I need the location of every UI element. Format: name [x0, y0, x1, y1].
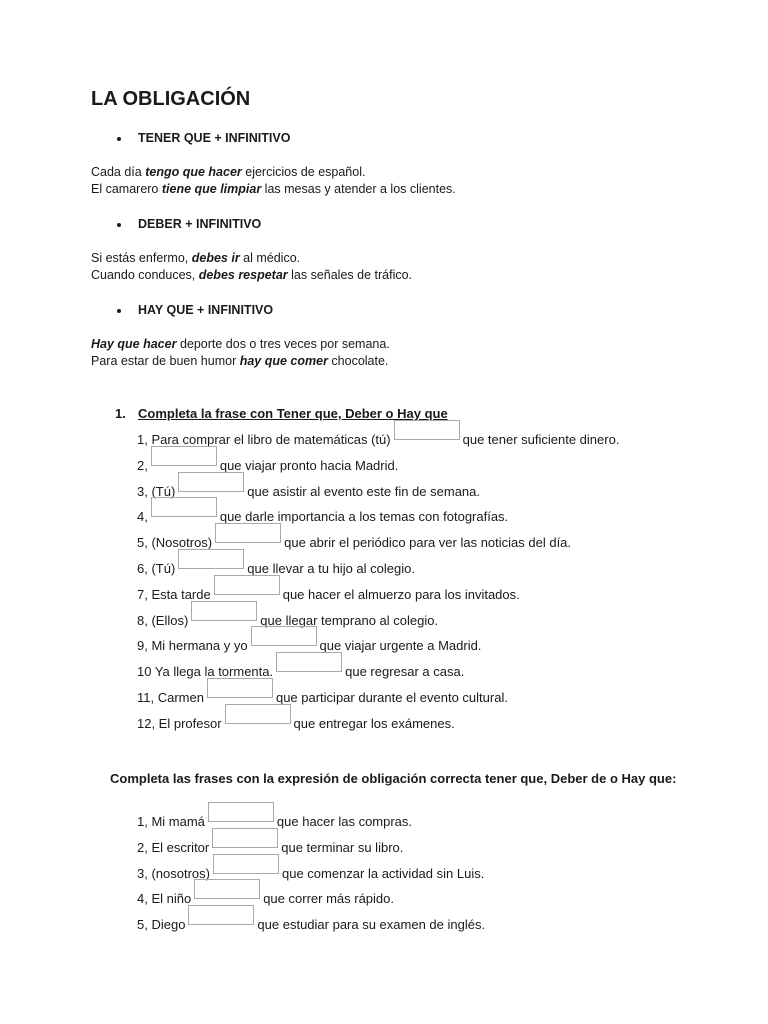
exercise-item-ending: que asistir al evento este fin de semana. [247, 483, 480, 499]
answer-blank-field[interactable] [151, 497, 217, 517]
exercise-item [137, 885, 394, 907]
answer-blank-field[interactable] [225, 704, 291, 724]
exercise-item-prompt: 8, (Ellos) [137, 612, 189, 628]
answer-blank-field[interactable] [214, 575, 280, 595]
exercise-item [137, 503, 508, 525]
exercise-item [137, 452, 398, 474]
answer-blank-field[interactable] [207, 678, 273, 698]
exercise-item [137, 834, 403, 856]
exercise-2-heading: Completa las frases con la expresión de obligación correcta tener que, Deber de o Hay que: [110, 771, 677, 786]
answer-blank-field[interactable] [215, 523, 281, 543]
example-sentence: Cada día tengo que hacer ejercicios de español. [91, 165, 366, 179]
exercise-item-ending: que regresar a casa. [345, 664, 465, 680]
exercise-item-ending: que participar durante el evento cultural. [275, 690, 508, 705]
answer-blank-field[interactable] [178, 549, 244, 569]
exercise-item-prompt: 5, Diego [137, 917, 186, 933]
exercise-item-prompt: 6, (Tú) [137, 561, 176, 576]
exercise-item-ending: que correr más rápido. [263, 891, 394, 907]
exercise-item [137, 658, 464, 680]
answer-blank-field[interactable] [276, 652, 342, 672]
exercise-heading: Completa la frase con Tener que, Deber o Hay que [138, 406, 448, 421]
exercise-item-ending: que comenzar la actividad sin Luis. [281, 865, 485, 881]
exercise-item-ending: que tener suficiente dinero. [462, 432, 620, 447]
exercise-item-ending: que estudiar para su examen de inglés. [257, 917, 486, 933]
exercise-item [137, 632, 481, 654]
exercise-item-ending: que entregar los exámenes. [293, 715, 455, 731]
bullet-icon [117, 223, 121, 227]
exercise-item-ending: que viajar urgente a Madrid. [319, 638, 482, 654]
exercise-item-ending: que hacer el almuerzo para los invitados. [282, 586, 520, 602]
exercise-item-ending: que darle importancia a los temas con fotografías. [219, 509, 509, 525]
exercise-item-prompt: 5, (Nosotros) [137, 535, 213, 551]
exercise-item [137, 911, 485, 933]
exercise-item-prompt: 12, El profesor [137, 715, 222, 731]
exercise-item [137, 684, 508, 706]
exercise-item [137, 860, 484, 882]
exercise-item-ending: que hacer las compras. [276, 814, 413, 829]
exercise-item-prompt: 4, El niño [137, 891, 192, 907]
exercise-item-prompt: 3, (Tú) [137, 483, 176, 499]
exercise-item [137, 808, 412, 830]
exercise-item-prompt: 4, [137, 509, 148, 525]
exercise-item-ending: que llevar a tu hijo al colegio. [247, 561, 415, 576]
answer-blank-field[interactable] [212, 828, 278, 848]
exercise-item-prompt: 2, [137, 457, 148, 473]
example-sentence: Cuando conduces, debes respetar las señales de tráfico. [91, 268, 413, 282]
exercise-item-prompt: 2, El escritor [137, 839, 210, 855]
exercise-item-ending: que terminar su libro. [281, 839, 404, 855]
section-heading: HAY QUE + INFINITIVO [138, 303, 274, 317]
bullet-icon [117, 137, 121, 141]
exercise-item-ending: que abrir el periódico para ver las noticias del día. [284, 535, 572, 551]
page-title: LA OBLIGACIÓN [91, 88, 251, 110]
section-heading: TENER QUE + INFINITIVO [138, 131, 291, 145]
exercise-number: 1. [115, 406, 126, 421]
exercise-item-prompt: 9, Mi hermana y yo [137, 638, 248, 654]
exercise-item-prompt: 7, Esta tarde [137, 586, 211, 602]
exercise-item [137, 478, 480, 500]
exercise-item-prompt: 3, (nosotros) [137, 865, 210, 881]
answer-blank-field[interactable] [208, 802, 274, 822]
example-sentence: Si estás enfermo, debes ir al médico. [91, 251, 301, 265]
example-sentence: El camarero tiene que limpiar las mesas y atender a los clientes. [91, 182, 456, 196]
exercise-item [137, 710, 455, 732]
exercise-item [137, 529, 571, 551]
section-heading: DEBER + INFINITIVO [138, 217, 262, 231]
exercise-item [137, 555, 415, 577]
exercise-item-prompt: 10 Ya llega la tormenta. [137, 664, 274, 680]
exercise-item-prompt: 1, Para comprar el libro de matemáticas (tú) [137, 432, 391, 447]
answer-blank-field[interactable] [251, 626, 317, 646]
exercise-item [137, 607, 438, 629]
answer-blank-field[interactable] [191, 601, 257, 621]
answer-blank-field[interactable] [178, 472, 244, 492]
answer-blank-field[interactable] [194, 879, 260, 899]
answer-blank-field[interactable] [188, 905, 254, 925]
answer-blank-field[interactable] [151, 446, 217, 466]
exercise-item [137, 426, 619, 448]
answer-blank-field[interactable] [213, 854, 279, 874]
exercise-item-ending: que viajar pronto hacia Madrid. [219, 457, 399, 473]
exercise-item-ending: que llegar temprano al colegio. [260, 612, 439, 628]
bullet-icon [117, 309, 121, 313]
exercise-item-prompt: 1, Mi mamá [137, 814, 205, 829]
example-sentence: Hay que hacer deporte dos o tres veces por semana. [91, 337, 390, 351]
exercise-item [137, 581, 520, 603]
answer-blank-field[interactable] [394, 420, 460, 440]
example-sentence: Para estar de buen humor hay que comer chocolate. [91, 354, 389, 368]
exercise-item-prompt: 11, Carmen [137, 690, 204, 705]
